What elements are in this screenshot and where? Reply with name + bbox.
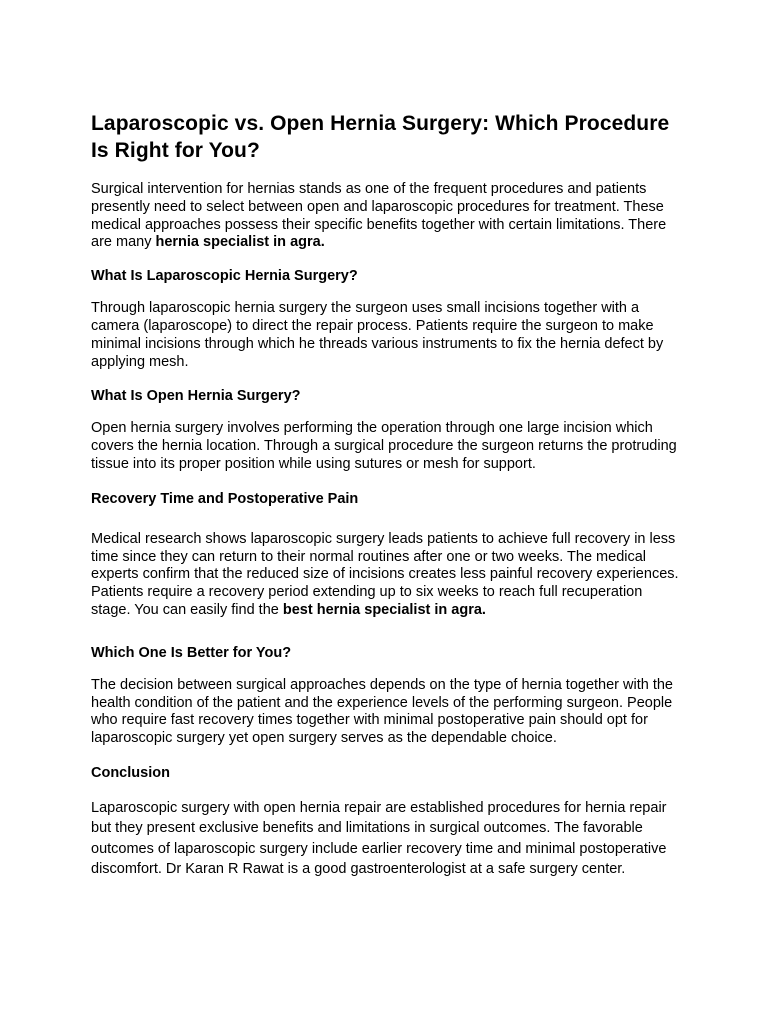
- conclusion-heading: Conclusion: [91, 764, 170, 781]
- intro-paragraph: [91, 181, 681, 252]
- hernia-specialist-link[interactable]: hernia specialist in agra.: [155, 234, 325, 251]
- laparoscopic-heading: What Is Laparoscopic Hernia Surgery?: [91, 268, 358, 285]
- open-surgery-paragraph: Open hernia surgery involves performing the operation through one large incision which covers the hernia location. Through a surgical procedure the surgeon returns the protruding tissue into its proper position while using sutures or mesh for support.: [91, 420, 677, 472]
- recovery-paragraph: [91, 531, 681, 620]
- recovery-text: Medical research shows laparoscopic surgery leads patients to achieve full recovery in less time since they can return to their normal routines after one or two weeks. The medical experts confirm that the reduced size of incisions creates less painful recovery experiences. Patients require a recovery period extending up to six weeks to reach full recuperation stage. You can easily find the: [91, 530, 679, 618]
- intro-text: Surgical intervention for hernias stands as one of the frequent procedures and patients presently need to select between open and laparoscopic procedures for treatment. These medical approaches possess their specific benefits together with certain limitations. There are many: [91, 181, 667, 251]
- article-body: [91, 110, 681, 880]
- conclusion-paragraph: Laparoscopic surgery with open hernia repair are established procedures for hernia repair but they present exclusive benefits and limitations in surgical outcomes. The favorable outcomes of laparoscopic surgery include earlier recovery time and minimal postoperative discomfort. Dr Karan R Rawat is a good gastroenterologist at a safe surgery center.: [91, 799, 667, 878]
- recovery-heading: Recovery Time and Postoperative Pain: [91, 490, 359, 507]
- laparoscopic-paragraph: Through laparoscopic hernia surgery the surgeon uses small incisions together with a camera (laparoscope) to direct the repair process. Patients require the surgeon to make minimal incisions through which he threads various instruments to fix the hernia defect by applying mesh.: [91, 300, 664, 370]
- open-surgery-heading: What Is Open Hernia Surgery?: [91, 388, 301, 405]
- which-better-heading: Which One Is Better for You?: [91, 644, 292, 661]
- article-title: Laparoscopic vs. Open Hernia Surgery: Which Procedure Is Right for You?: [91, 112, 670, 162]
- best-hernia-specialist-link[interactable]: best hernia specialist in agra.: [282, 601, 486, 618]
- which-better-paragraph: The decision between surgical approaches depends on the type of hernia together with the health condition of the patient and the experience levels of the performing surgeon. People who require fast recovery times together with minimal postoperative pain should opt for laparoscopic surgery yet open surgery serves as the dependable choice.: [91, 676, 673, 747]
